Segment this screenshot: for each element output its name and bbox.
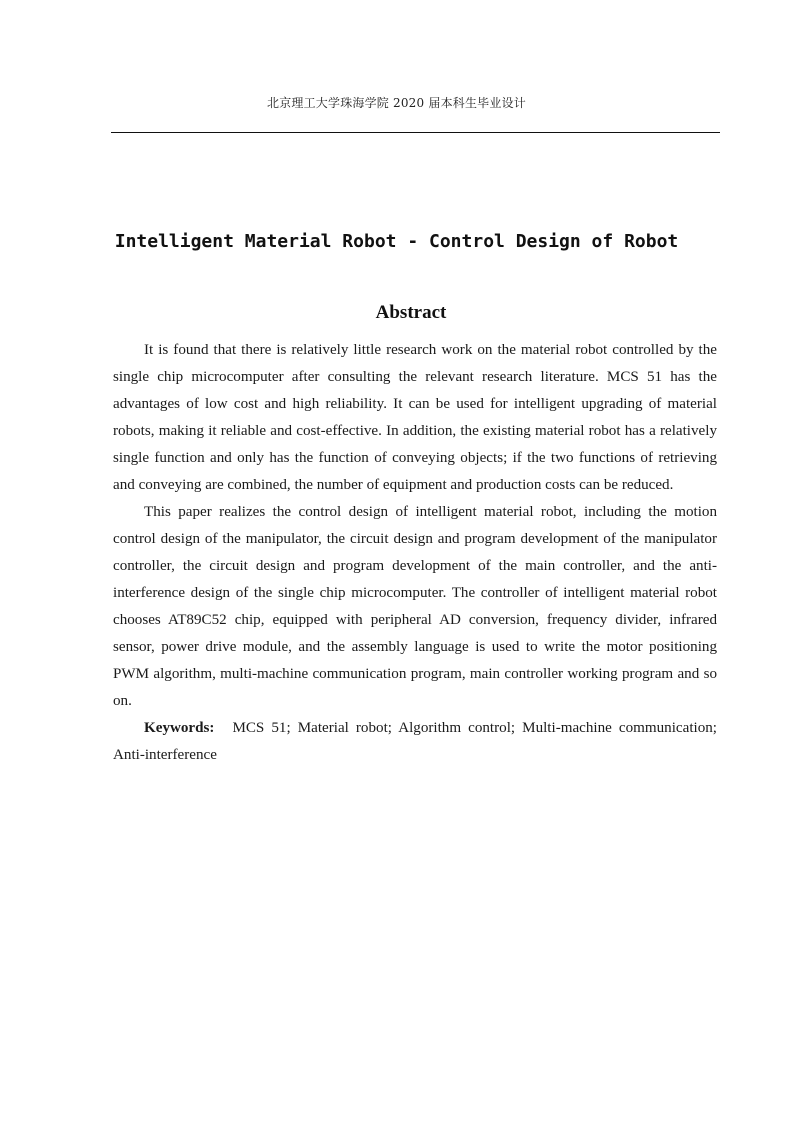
keywords-label: Keywords: (144, 720, 215, 736)
running-header: 北京理工大学珠海学院 2020 届本科生毕业设计 (267, 96, 526, 110)
abstract-paragraph-2: This paper realizes the control design of intelligent material robot, including the motion control design of the manipulator, the circuit design and program development of the manipulator controller, the circuit design and program development of the main controller, and the anti-interference design of the single chip microcomputer. The controller of intelligent material robot chooses AT89C52 chip, equipped with peripheral AD conversion, frequency divider, infrared sensor, power drive module, and the assembly language is used to write the motor positioning PWM algorithm, multi-machine communication program, main controller working program and so on. (113, 504, 717, 709)
abstract-paragraph-1: It is found that there is relatively little research work on the material robot controlled by the single chip microcomputer after consulting the relevant research literature. MCS 51 has the advantages of low cost and high reliability. It can be used for intelligent upgrading of material robots, making it reliable and cost-effective. In addition, the existing material robot has a relatively single function and only has the function of conveying objects; if the two functions of retrieving and conveying are combined, the number of equipment and production costs can be reduced. (113, 342, 717, 493)
header-divider (111, 132, 720, 133)
keywords-text: MCS 51; Material robot; Algorithm control; Multi-machine communication; Anti-interference (113, 720, 717, 763)
abstract-heading: Abstract (375, 302, 447, 323)
abstract-body (113, 337, 717, 769)
paper-title: Intelligent Material Robot - Control Design of Robot (114, 231, 679, 252)
keywords-line (113, 715, 717, 769)
